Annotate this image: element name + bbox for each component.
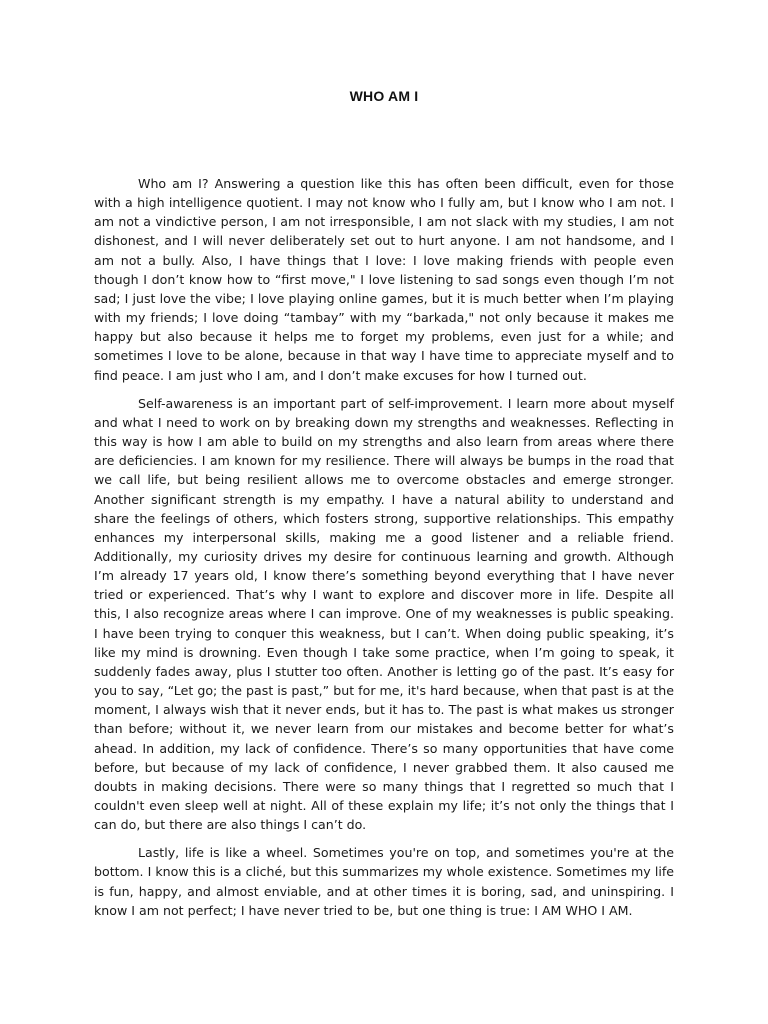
paragraph-life-wheel: Lastly, life is like a wheel. Sometimes you're on top, and sometimes you're at the bottom. I know this is a cliché, but this summarizes my whole existence. Sometimes my life is fun, happy, and almost enviable, and at other times it is boring, sad, and uninspiring. I know I am not perfect; I have never tried to be, but one thing is true: I AM WHO I AM. bbox=[94, 845, 674, 918]
document-title: WHO AM I bbox=[349, 88, 419, 104]
document-body bbox=[94, 174, 674, 929]
paragraph-who-am-i: Who am I? Answering a question like this has often been difficult, even for those with a high intelligence quotient. I may not know who I fully am, but I know who I am not. I am not a vindictive person, I am not irresponsible, I am not slack with my studies, I am not dishonest, and I will never deliberately set out to hurt anyone. I am not handsome, and I am not a bully. Also, I have things that I love: I love making friends with people even though I don’t know how to “first move," I love listening to sad songs even though I’m not sad; I just love the vibe; I love playing online games, but it is much better when I’m playing with my friends; I love doing “tambay” with my “barkada," not only because it makes me happy but also because it helps me to forget my problems, even just for a while; and sometimes I love to be alone, because in that way I have time to appreciate myself and to find peace. I am just who I am, and I don’t make excuses for how I turned out. bbox=[94, 176, 674, 383]
paragraph-self-awareness: Self-awareness is an important part of self-improvement. I learn more about myself and what I need to work on by breaking down my strengths and weaknesses. Reflecting in this way is how I am able to build on my strengths and also learn from areas where there are deficiencies. I am known for my resilience. There will always be bumps in the road that we call life, but being resilient allows me to overcome obstacles and emerge stronger. Another significant strength is my empathy. I have a natural ability to understand and share the feelings of others, which fosters strong, supportive relationships. This empathy enhances my interpersonal skills, making me a good listener and a reliable friend. Additionally, my curiosity drives my desire for continuous learning and growth. Although I’m already 17 years old, I know there’s something beyond everything that I have never tried or experienced. That’s why I want to explore and discover more in life. Despite all this, I also recognize areas where I can improve. One of my weaknesses is public speaking. I have been trying to conquer this weakness, but I can’t. When doing public speaking, it’s like my mind is drowning. Even though I take some practice, when I’m going to speak, it suddenly fades away, plus I stutter too often. Another is letting go of the past. It’s easy for you to say, “Let go; the past is past,” but for me, it's hard because, when that past is at the moment, I always wish that it never ends, but it has to. The past is what makes us stronger than before; without it, we never learn from our mistakes and become better for what’s ahead. In addition, my lack of confidence. There’s so many opportunities that have come before, but because of my lack of confidence, I never grabbed them. It also caused me doubts in making decisions. There were so many things that I regretted so much that I couldn't even sleep well at night. All of these explain my life; it’s not only the things that I can do, but there are also things I can’t do. bbox=[94, 395, 674, 833]
